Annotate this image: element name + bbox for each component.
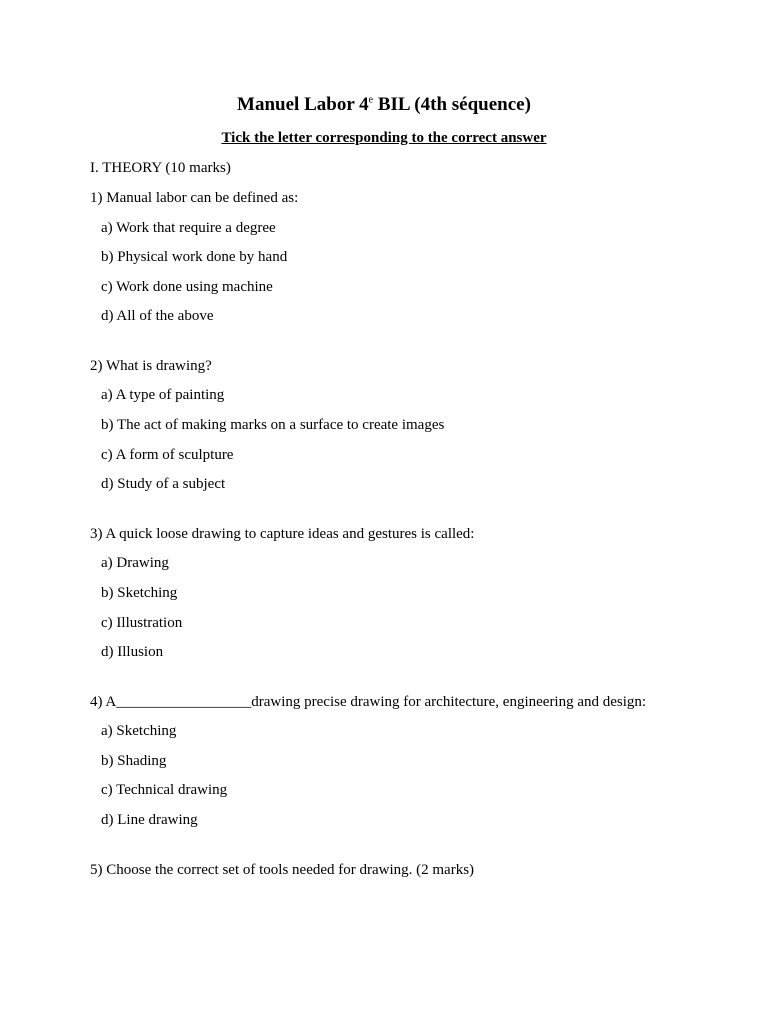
question-text: 2) What is drawing?	[90, 357, 212, 374]
option-c[interactable]: c) Technical drawing	[101, 782, 228, 799]
option-a[interactable]: a) Sketching	[101, 723, 177, 740]
option-c[interactable]: c) Illustration	[101, 614, 183, 631]
option-a[interactable]: a) Work that require a degree	[101, 219, 276, 236]
option-b[interactable]: b) Sketching	[101, 584, 178, 601]
question-3	[90, 524, 730, 662]
title-rest: BIL (4th séquence)	[373, 94, 531, 115]
option-d[interactable]: d) Study of a subject	[101, 476, 226, 493]
question-text: 4) A__________________drawing precise drawing for architecture, engineering and design:	[90, 693, 647, 710]
option-b[interactable]: b) The act of making marks on a surface to create images	[101, 417, 445, 434]
title-main: Manuel Labor 4	[237, 94, 369, 115]
option-d[interactable]: d) Line drawing	[101, 812, 198, 828]
question-4	[90, 692, 730, 830]
question-text: 1) Manual labor can be defined as:	[90, 190, 299, 206]
question-text: 3) A quick loose drawing to capture ideas and gestures is called:	[90, 525, 475, 542]
question-2	[90, 356, 730, 494]
question-list	[90, 188, 730, 909]
section-heading: I. THEORY (10 marks)	[90, 160, 231, 176]
instruction-text: Tick the letter corresponding to the correct answer	[221, 130, 547, 146]
option-c[interactable]: c) Work done using machine	[101, 278, 273, 295]
option-a[interactable]: a) A type of painting	[101, 387, 225, 404]
option-d[interactable]: d) All of the above	[101, 308, 214, 325]
page-title	[0, 92, 768, 118]
option-d[interactable]: d) Illusion	[101, 644, 164, 661]
title-superscript: e	[368, 94, 374, 106]
option-b[interactable]: b) Physical work done by hand	[101, 249, 288, 266]
option-c[interactable]: c) A form of sculpture	[101, 446, 234, 463]
option-a[interactable]: a) Drawing	[101, 555, 169, 572]
option-b[interactable]: b) Shading	[101, 752, 167, 769]
question-text: 5) Choose the correct set of tools needed for drawing. (2 marks)	[90, 861, 475, 878]
question-1	[90, 188, 730, 326]
question-5	[90, 860, 730, 880]
